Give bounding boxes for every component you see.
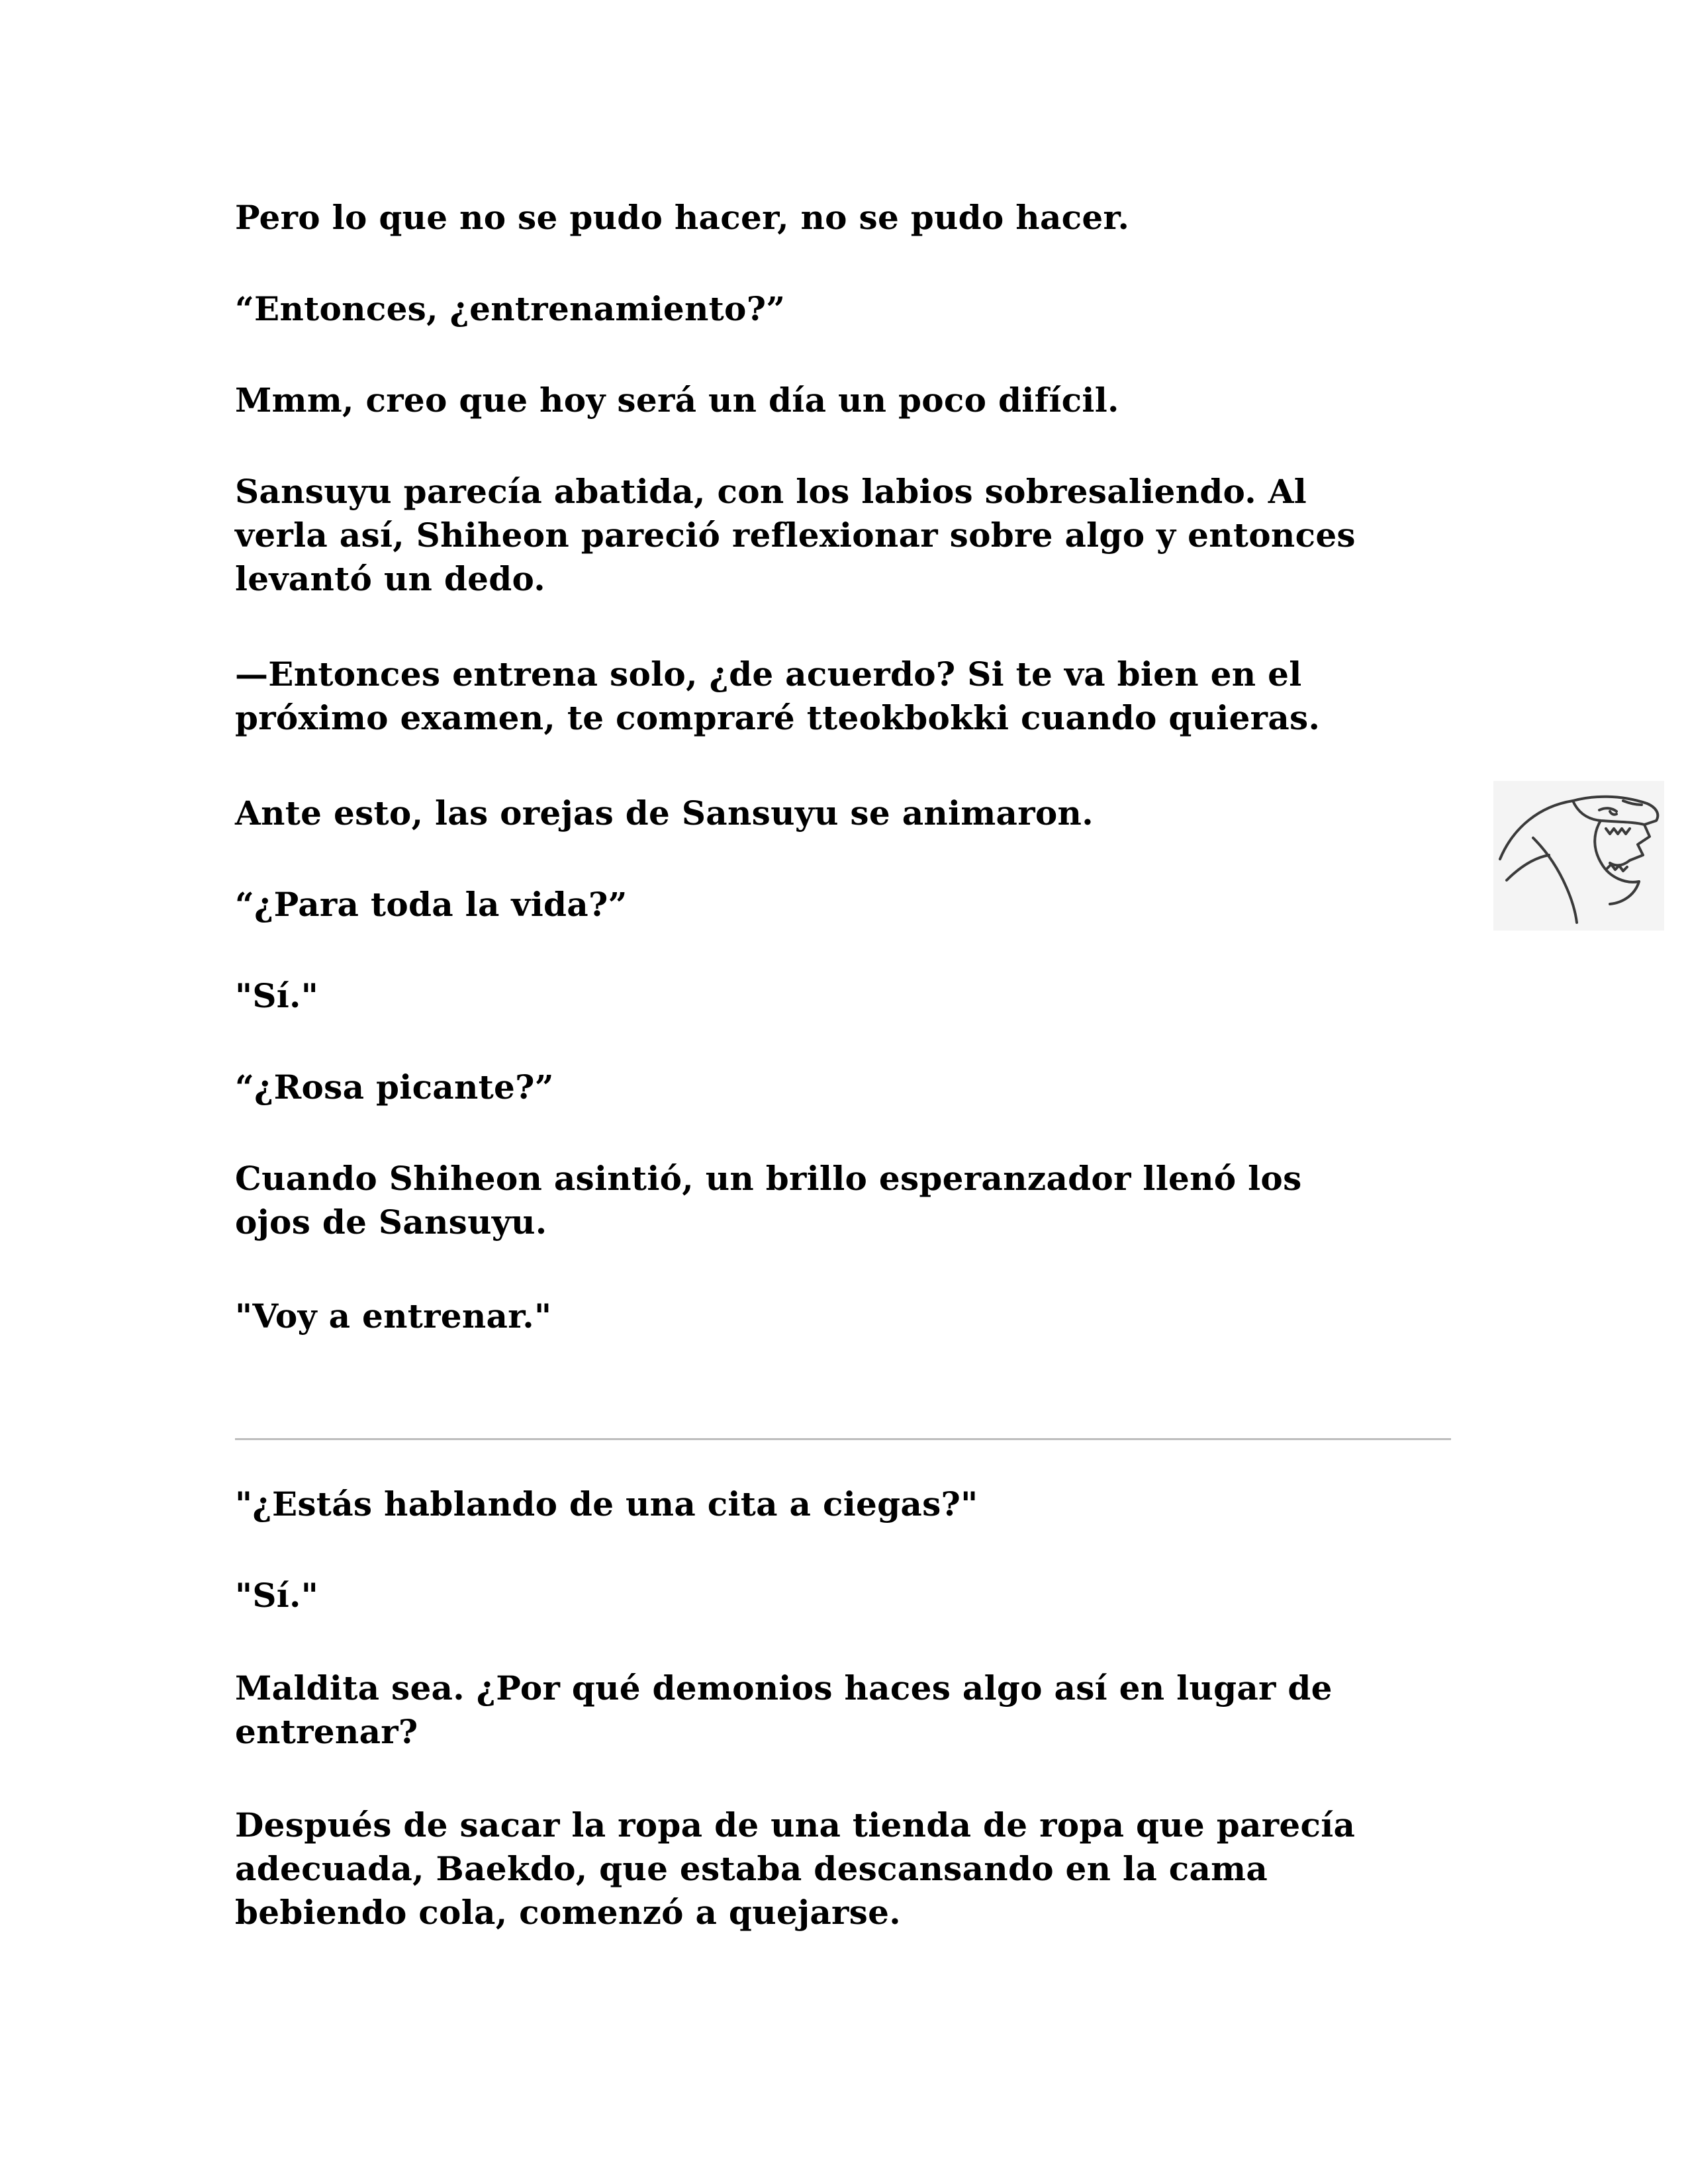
section-divider [235, 1438, 1451, 1440]
paragraph-5: —Entonces entrena solo, ¿de acuerdo? Si te va bien en el próximo examen, te compraré tteokbokki cuando quieras. [235, 655, 1321, 737]
paragraph-12: "¿Estás hablando de una cita a ciegas?" [235, 1484, 978, 1524]
paragraph-11: "Voy a entrenar." [235, 1297, 552, 1336]
paragraph-9: “¿Rosa picante?” [235, 1068, 554, 1107]
paragraph-15: Después de sacar la ropa de una tienda de ropa que parecía adecuada, Baekdo, que estaba descansando en la cama bebiendo cola, comenzó a quejarse. [235, 1805, 1356, 1932]
paragraph-14: Maldita sea. ¿Por qué demonios haces algo así en lugar de entrenar? [235, 1668, 1333, 1751]
paragraph-4: Sansuyu parecía abatida, con los labios sobresaliendo. Al verla así, Shiheon pareció reflexionar sobre algo y entonces levantó un dedo. [235, 472, 1356, 598]
paragraph-2: “Entonces, ¿entrenamiento?” [235, 289, 786, 328]
paragraph-10: Cuando Shiheon asintió, un brillo esperanzador llenó los ojos de Sansuyu. [235, 1159, 1302, 1242]
paragraph-1: Pero lo que no se pudo hacer, no se pudo hacer. [235, 198, 1130, 237]
paragraph-7: “¿Para toda la vida?” [235, 885, 628, 924]
dinosaur-head-icon [1493, 781, 1664, 931]
paragraph-3: Mmm, creo que hoy será un día un poco difícil. [235, 381, 1119, 420]
paragraph-8: "Sí." [235, 976, 319, 1015]
paragraph-13: "Sí." [235, 1576, 319, 1615]
paragraph-6: Ante esto, las orejas de Sansuyu se animaron. [235, 794, 1094, 833]
